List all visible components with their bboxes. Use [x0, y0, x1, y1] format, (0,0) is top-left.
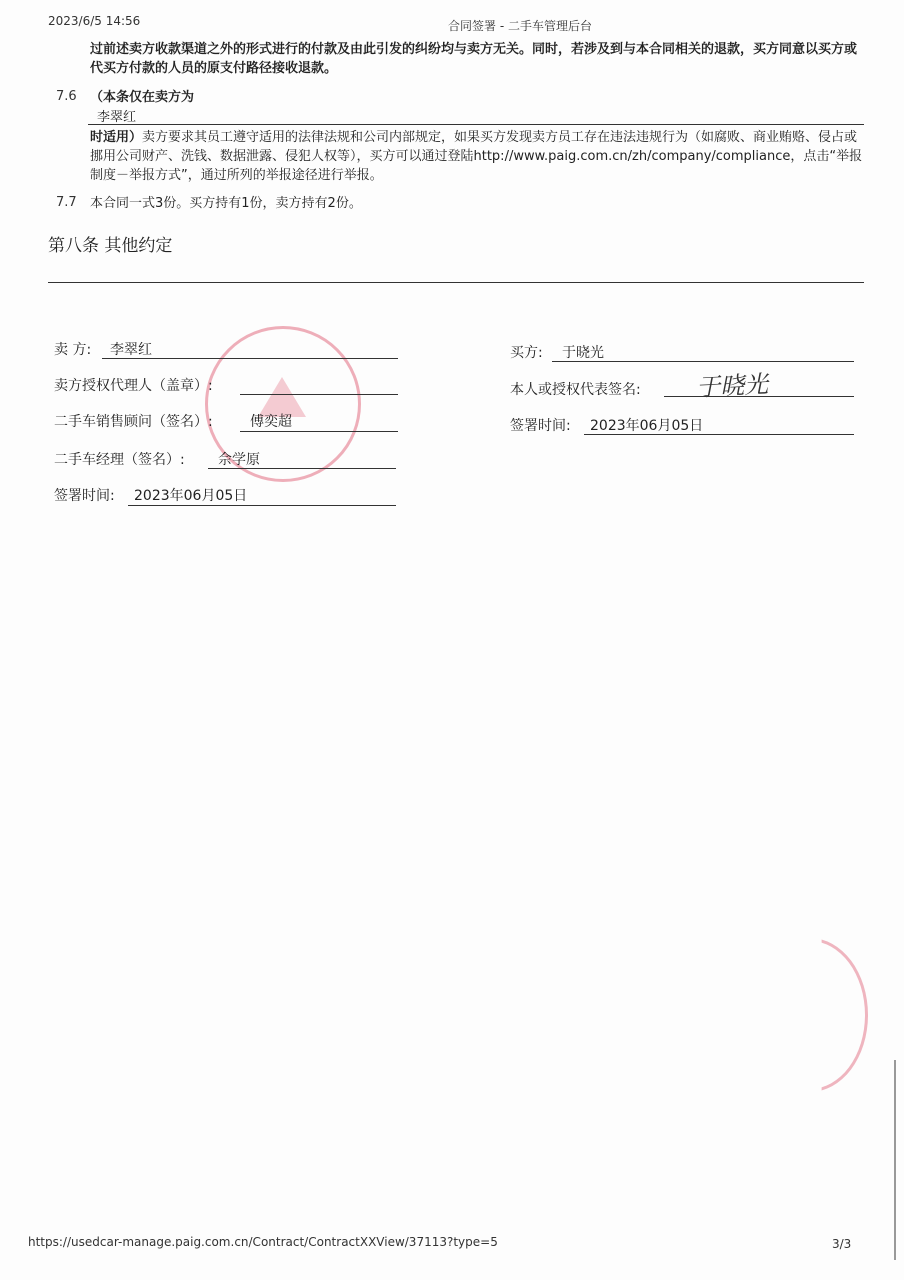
clause8-underline: [48, 282, 864, 283]
page-number: 3/3: [832, 1237, 852, 1251]
buyer-value: 于晓光: [562, 345, 604, 361]
clause8-title: 第八条 其他约定: [48, 236, 173, 256]
footer-url: https://usedcar-manage.paig.com.cn/Contract/ContractXXView/37113?type=5: [28, 1235, 498, 1249]
buyer-handwritten-signature: 于晓光: [695, 370, 769, 402]
print-datetime: 2023/6/5 14:56: [48, 14, 141, 28]
item-7-6-seller-name: 李翠红: [97, 110, 137, 125]
item-7-6-name-underline: [88, 124, 864, 125]
page-title: 合同签署 - 二手车管理后台: [448, 19, 592, 33]
seller-value: 李翠红: [110, 342, 152, 358]
consultant-value: 傅奕超: [250, 414, 292, 430]
buyer-date-value: 2023年06月05日: [590, 418, 704, 434]
item-7-6-body: [90, 128, 868, 185]
item-7-6-number: 7.6: [56, 89, 77, 104]
item-7-7-number: 7.7: [56, 195, 77, 210]
item-7-6-heading: （本条仅在卖方为: [90, 90, 195, 105]
manager-underline: [208, 468, 396, 469]
item-7-7-text: 本合同一式3份。买方持有1份，卖方持有2份。: [90, 196, 362, 211]
buyer-date-label: 签署时间:: [510, 418, 571, 434]
buyer-sign-label: 本人或授权代表签名:: [510, 382, 641, 398]
consultant-underline: [240, 431, 398, 432]
consultant-label: 二手车销售顾问（签名）:: [54, 414, 213, 430]
buyer-sign-underline: [664, 396, 854, 397]
seller-date-label: 签署时间:: [54, 488, 115, 504]
seller-date-underline: [128, 505, 396, 506]
buyer-date-underline: [584, 434, 854, 435]
seller-agent-label: 卖方授权代理人（盖章）:: [54, 378, 213, 394]
seller-agent-underline: [240, 394, 398, 395]
item-7-6-text: 卖方要求其员工遵守适用的法律法规和公司内部规定，如果买方发现卖方员工存在违法违规行为（如腐败、商业贿赂、侵占或挪用公司财产、洗钱、数据泄露、侵犯人权等），买方可以通过登陆http://www.paig.com.cn/zh/company/compliance，点击“举报制度－举报方式”，通过所列的举报途径进行举报。: [90, 130, 863, 183]
seller-underline: [102, 358, 398, 359]
partial-seal: [752, 938, 868, 1092]
item-7-6-heading-end: 时适用）: [90, 130, 143, 145]
manager-label: 二手车经理（签名）:: [54, 452, 185, 468]
seller-label: 卖 方:: [54, 342, 92, 358]
scan-edge-line: [894, 1060, 896, 1260]
buyer-label: 买方:: [510, 345, 543, 361]
manager-value: 佘学原: [218, 452, 260, 468]
seller-date-value: 2023年06月05日: [134, 488, 248, 504]
clause7-continuation: 过前述卖方收款渠道之外的形式进行的付款及由此引发的纠纷均与卖方无关。同时，若涉及到与本合同相关的退款，买方同意以买方或代买方付款的人员的原支付路径接收退款。: [90, 42, 858, 76]
buyer-underline: [552, 361, 854, 362]
